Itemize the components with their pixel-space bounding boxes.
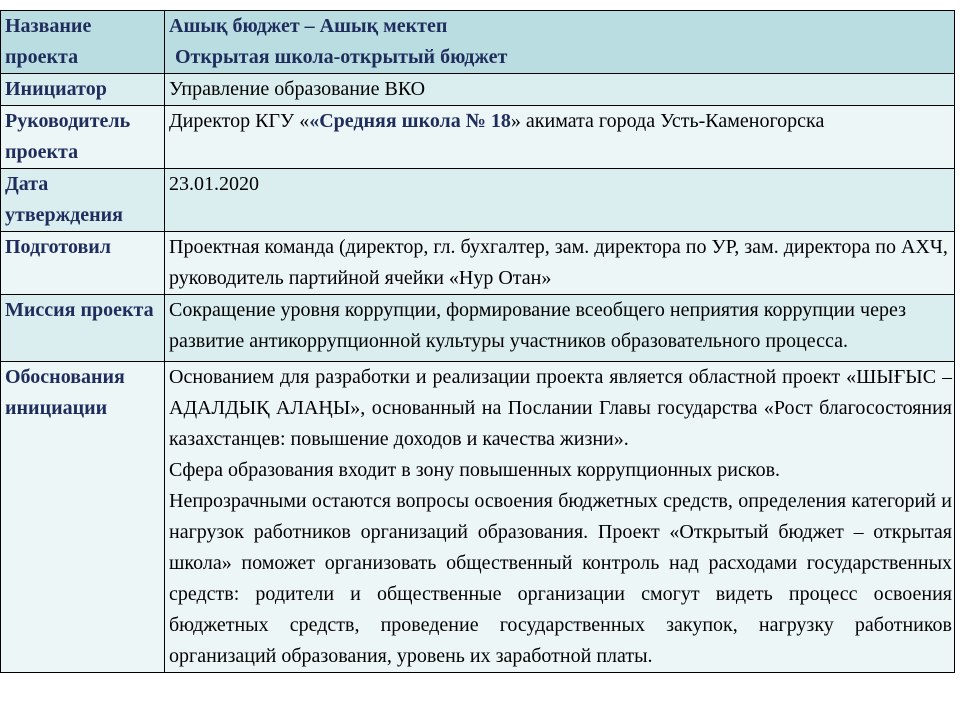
leader-suffix: » акимата города Усть-Каменогорска bbox=[510, 110, 825, 132]
label-leader: Руководитель проекта bbox=[1, 106, 165, 169]
label-initiator: Инициатор bbox=[1, 74, 165, 106]
value-initiator: Управление образование ВКО bbox=[165, 74, 955, 106]
project-title-kz: Ашық бюджет – Ашық мектеп bbox=[169, 15, 448, 37]
value-prepared: Проектная команда (директор, гл. бухгалтер, зам. директора по УР, зам. директора по АХЧ, руководитель партийной ячейки «Нур Отан» bbox=[165, 232, 955, 295]
row-date bbox=[1, 169, 955, 232]
row-project-name bbox=[1, 11, 955, 74]
leader-prefix: Директор КГУ « bbox=[169, 110, 310, 132]
value-leader bbox=[165, 106, 955, 169]
value-basis bbox=[165, 362, 955, 673]
leader-school-name: «Средняя школа № 18 bbox=[309, 110, 511, 132]
label-date: Дата утверждения bbox=[1, 169, 165, 232]
label-basis: Обоснования инициации bbox=[1, 362, 165, 673]
row-initiator bbox=[1, 74, 955, 106]
value-date: 23.01.2020 bbox=[165, 169, 955, 232]
label-mission: Миссия проекта bbox=[1, 295, 165, 362]
project-title-ru: Открытая школа-открытый бюджет bbox=[175, 46, 508, 68]
value-mission: Сокращение уровня коррупции, формирование всеобщего неприятия коррупции через развитие антикоррупционной культуры участников образовательного процесса. bbox=[165, 295, 955, 362]
row-leader bbox=[1, 106, 955, 169]
label-prepared: Подготовил bbox=[1, 232, 165, 295]
row-basis bbox=[1, 362, 955, 673]
basis-paragraph-3: Непрозрачными остаются вопросы освоения бюджетных средств, определения категорий и нагрузок работников организаций образования. Проект «Открытый бюджет – открытая школа» поможет организовать общественный контроль над расходами государственных средств: родители и общественные организации смогут видеть процесс освоения бюджетных средств, проведение государственных закупок, нагрузку работников организаций образования, уровень их заработной платы. bbox=[169, 490, 952, 667]
row-prepared bbox=[1, 232, 955, 295]
label-project-name: Название проекта bbox=[1, 11, 165, 74]
value-project-name bbox=[165, 11, 955, 74]
basis-paragraph-1: Основанием для разработки и реализации проекта является областной проект «ШЫҒЫС – АДАЛДЫҚ АЛАҢЫ», основанный на Послании Главы государства «Рост благосостояния казахстанцев: повышение доходов и качества жизни». bbox=[169, 366, 952, 450]
project-table bbox=[0, 10, 955, 673]
row-mission bbox=[1, 295, 955, 362]
basis-paragraph-2: Сфера образования входит в зону повышенных коррупционных рисков. bbox=[169, 459, 781, 481]
